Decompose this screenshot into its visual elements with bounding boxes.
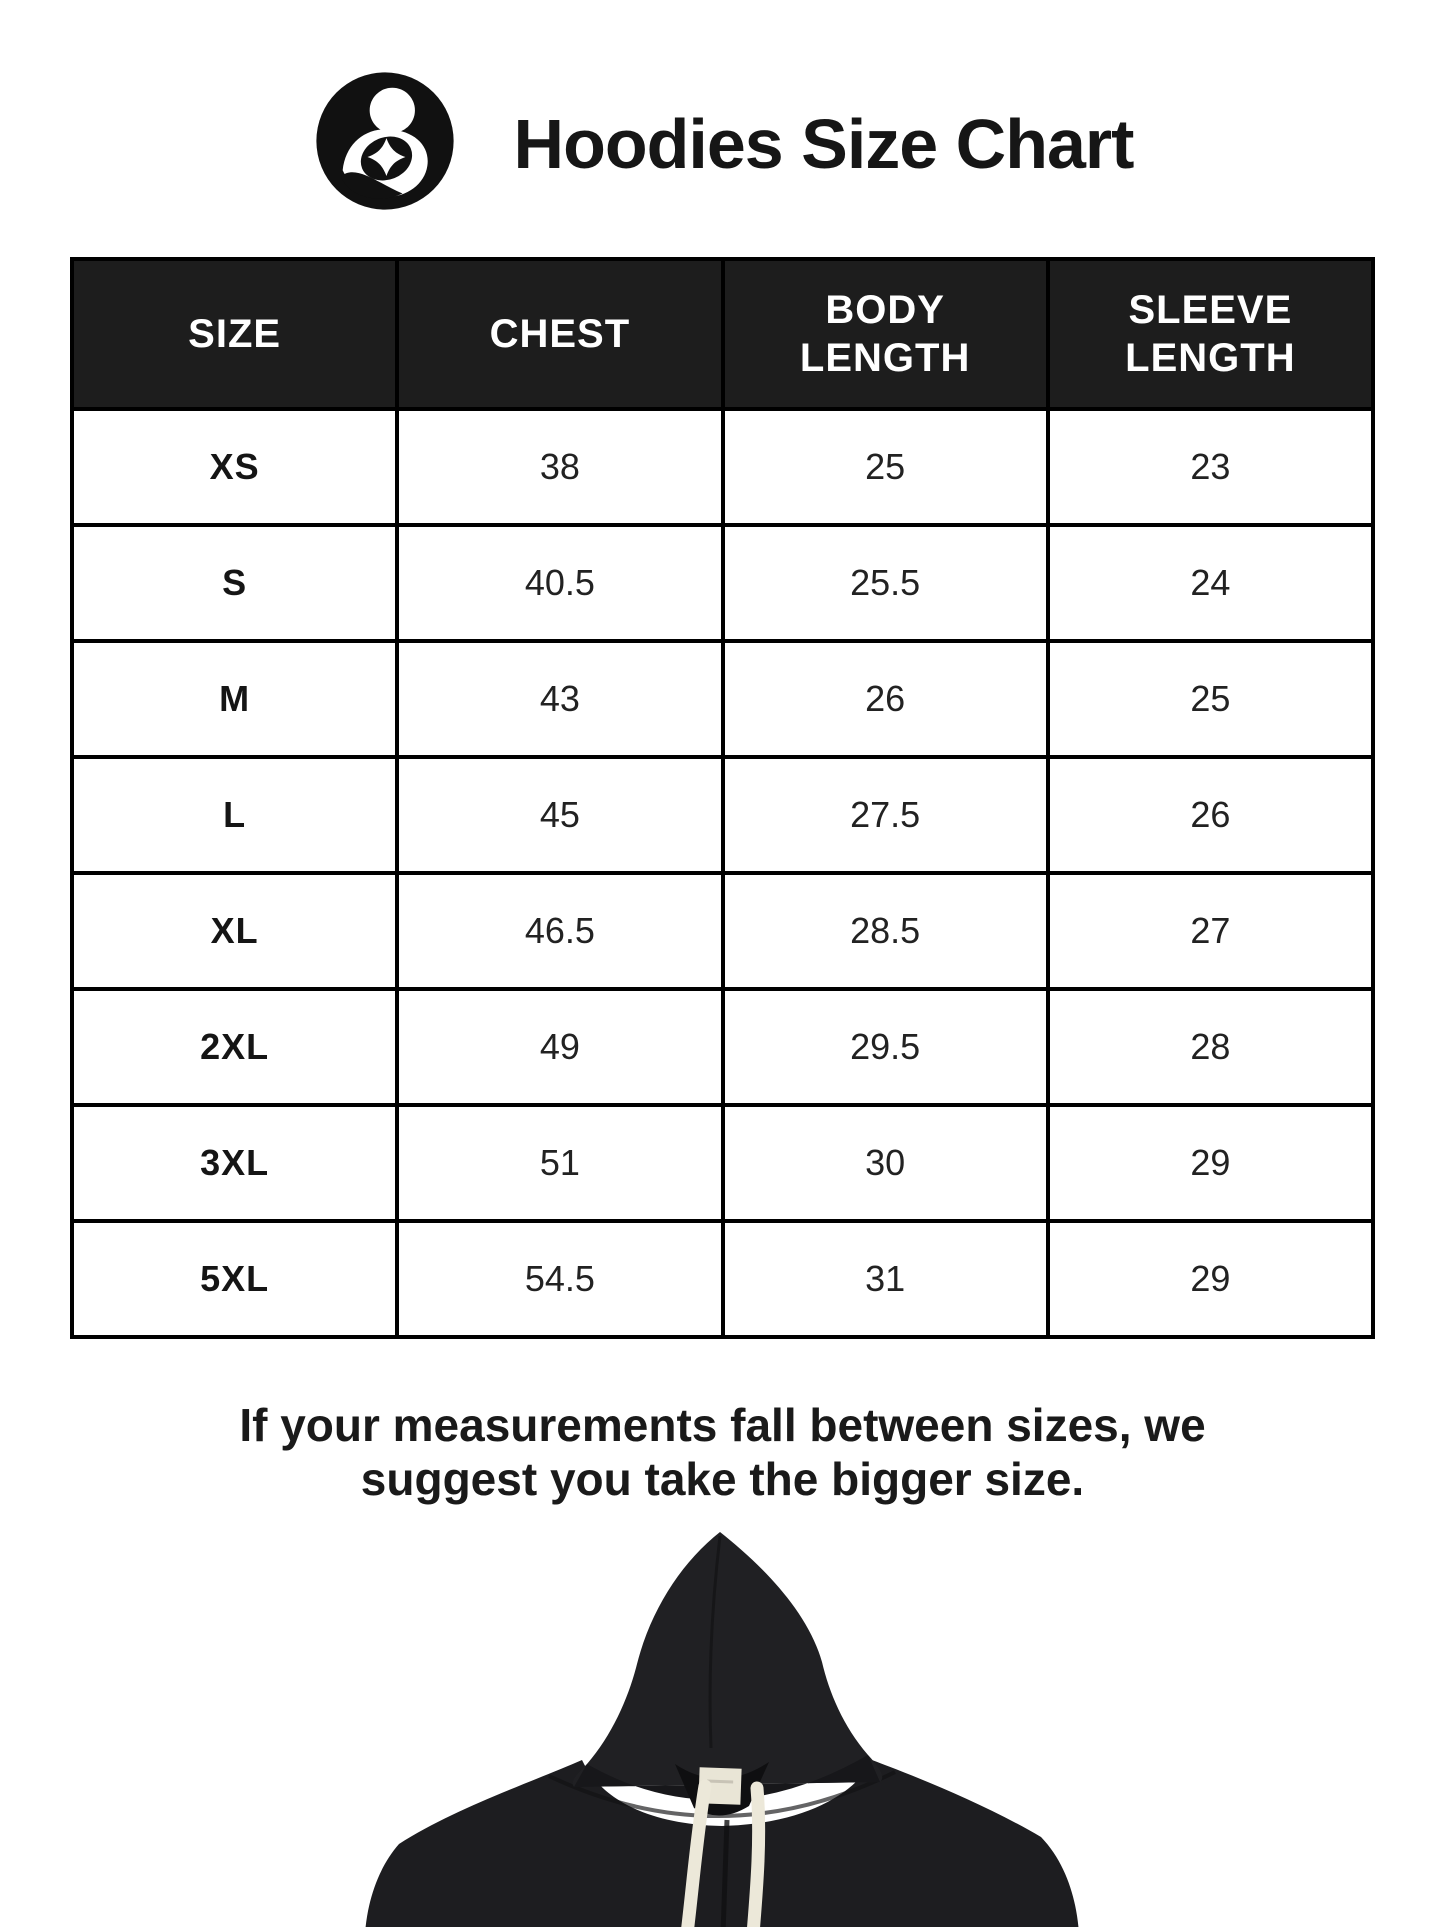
- body-length-value: 30: [723, 1105, 1048, 1221]
- sleeve-length-value: 29: [1048, 1105, 1373, 1221]
- table-row-l: [72, 757, 1373, 873]
- size-value: 5XL: [72, 1221, 397, 1337]
- size-value: XL: [72, 873, 397, 989]
- table-header: [72, 259, 1373, 409]
- body-length-value: 26: [723, 641, 1048, 757]
- body-length-value: 31: [723, 1221, 1048, 1337]
- chest-value: 45: [397, 757, 722, 873]
- size-value: S: [72, 525, 397, 641]
- body-length-value: 25.5: [723, 525, 1048, 641]
- table-row-m: [72, 641, 1373, 757]
- column-header-chest: CHEST: [397, 259, 722, 409]
- column-header-sleeve-length: SLEEVE LENGTH: [1048, 259, 1373, 409]
- sizing-note-line2: suggest you take the bigger size.: [360, 1452, 1085, 1505]
- size-chart-table: [70, 257, 1375, 1339]
- page-header: [0, 68, 1445, 219]
- chest-value: 46.5: [397, 873, 722, 989]
- body-length-value: 28.5: [723, 873, 1048, 989]
- body-length-value: 25: [723, 409, 1048, 525]
- table-row-s: [72, 525, 1373, 641]
- table-row-2xl: [72, 989, 1373, 1105]
- table-row-xl: [72, 873, 1373, 989]
- sleeve-length-value: 29: [1048, 1221, 1373, 1337]
- size-value: 3XL: [72, 1105, 397, 1221]
- mother-holding-baby-icon: [312, 68, 458, 219]
- chest-value: 40.5: [397, 525, 722, 641]
- sleeve-length-value: 28: [1048, 989, 1373, 1105]
- table-row-3xl: [72, 1105, 1373, 1221]
- table-row-xs: [72, 409, 1373, 525]
- column-header-size: SIZE: [72, 259, 397, 409]
- chest-value: 54.5: [397, 1221, 722, 1337]
- sizing-note: [0, 1399, 1445, 1507]
- body-length-value: 29.5: [723, 989, 1048, 1105]
- page-title: Hoodies Size Chart: [513, 104, 1134, 183]
- sleeve-length-value: 25: [1048, 641, 1373, 757]
- sizing-note-line1: If your measurements fall between sizes, we: [239, 1399, 1206, 1451]
- chest-value: 38: [397, 409, 722, 525]
- size-value: XS: [72, 409, 397, 525]
- size-value: M: [72, 641, 397, 757]
- size-value: L: [72, 757, 397, 873]
- sleeve-length-value: 23: [1048, 409, 1373, 525]
- table-row-5xl: [72, 1221, 1373, 1337]
- size-value: 2XL: [72, 989, 397, 1105]
- sleeve-length-value: 26: [1048, 757, 1373, 873]
- sleeve-length-value: 27: [1048, 873, 1373, 989]
- chest-value: 43: [397, 641, 722, 757]
- sleeve-length-value: 24: [1048, 525, 1373, 641]
- chest-value: 51: [397, 1105, 722, 1221]
- column-header-body-length: BODY LENGTH: [723, 259, 1048, 409]
- chest-value: 49: [397, 989, 722, 1105]
- body-length-value: 27.5: [723, 757, 1048, 873]
